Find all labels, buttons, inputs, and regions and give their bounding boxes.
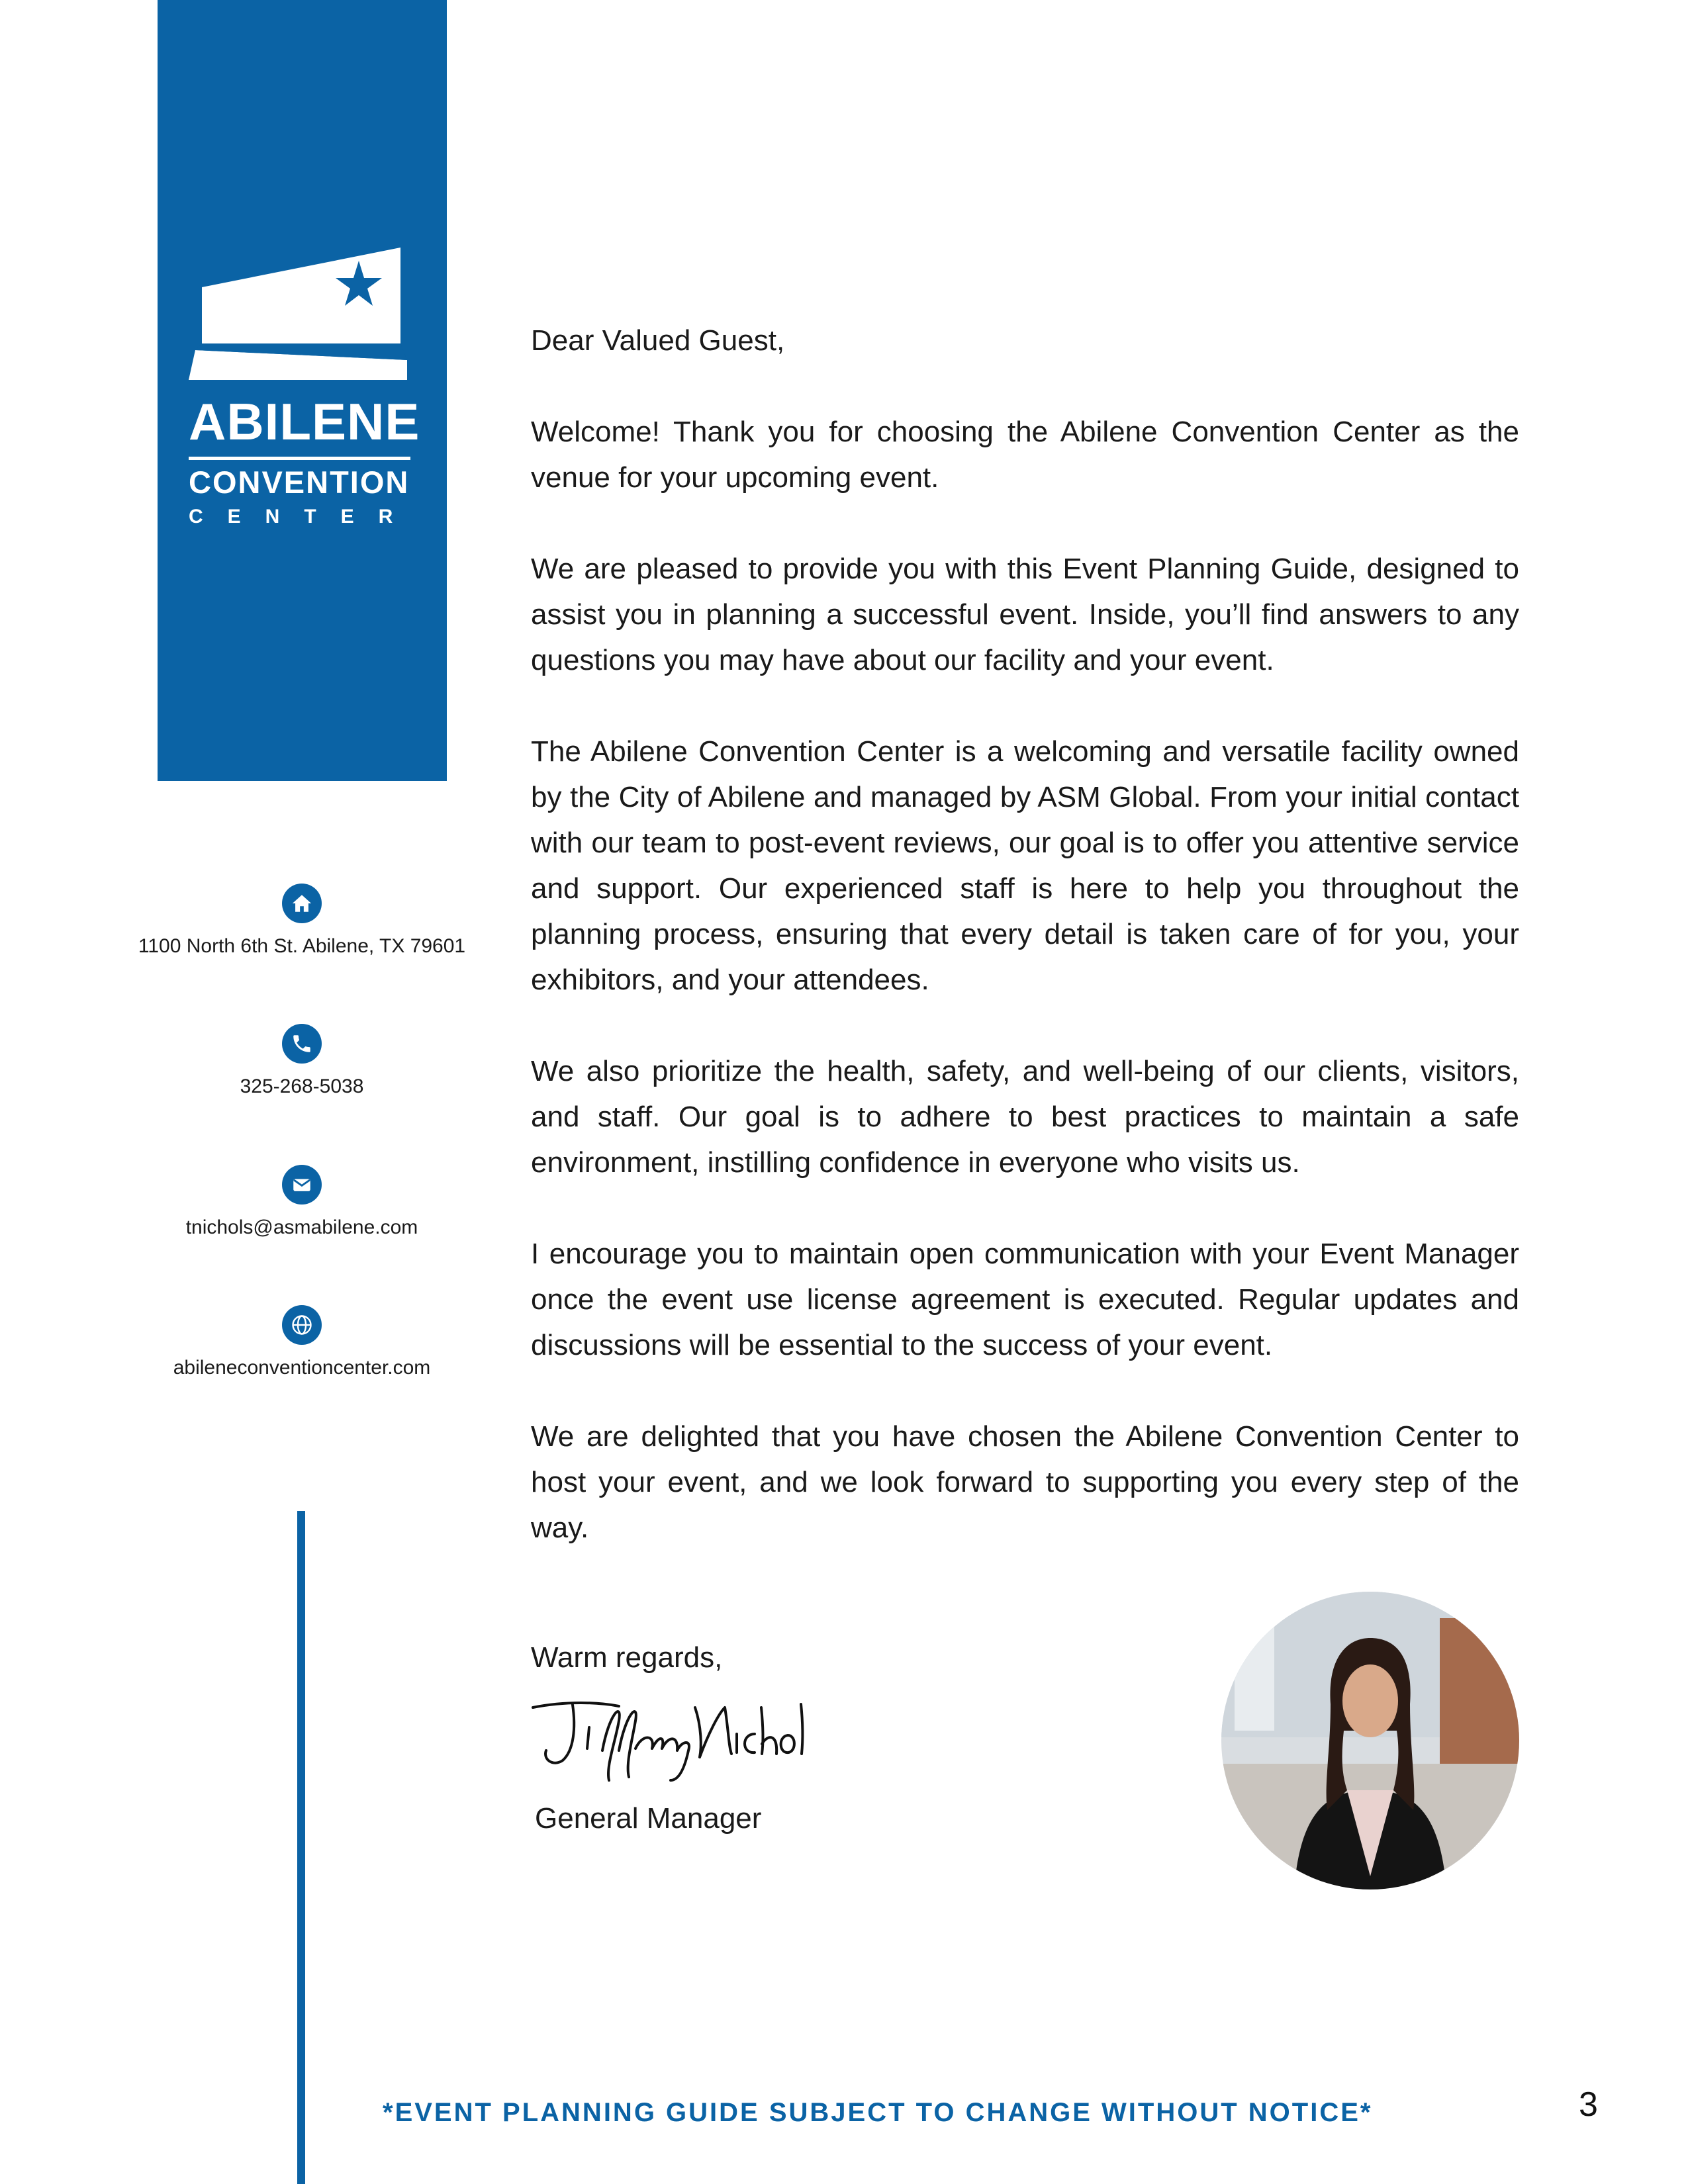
phone-text[interactable]: 325-268-5038 — [240, 1075, 364, 1097]
abilene-convention-center-logo — [189, 248, 420, 527]
letter-paragraph: The Abilene Convention Center is a welcoming and versatile facility owned by the City of Abilene and managed by ASM Global. From your initial contact with our team to post-event reviews, our goal is to offer you attentive service and support. Our experienced staff is here to help you throughout the planning process, ensuring that every detail is taken care of for you, your exhibitors, and your attendees. — [531, 735, 1519, 996]
email-text[interactable]: tnichols@asmabilene.com — [185, 1216, 418, 1238]
building-star-logo-icon — [189, 248, 414, 380]
letter-greeting: Dear Valued Guest, — [531, 324, 785, 357]
logo-name-line2: CONVENTION — [189, 465, 410, 500]
page-number: 3 — [1579, 2085, 1598, 2124]
letter-paragraph: Welcome! Thank you for choosing the Abilene Convention Center as the venue for your upcoming event. — [531, 416, 1519, 494]
contact-address — [99, 884, 504, 958]
footer-notice: *EVENT PLANNING GUIDE SUBJECT TO CHANGE WITHOUT NOTICE* — [383, 2098, 1373, 2127]
contact-email — [99, 1165, 504, 1239]
logo-divider — [189, 457, 410, 460]
logo-name-line3: CENTER — [189, 506, 418, 527]
general-manager-portrait — [1221, 1592, 1519, 1889]
letter-body — [531, 318, 1519, 1596]
home-icon — [282, 884, 322, 923]
letter-paragraph: We are delighted that you have chosen the Abilene Convention Center to host your event, and we look forward to supporting you every step of the way. — [531, 1420, 1519, 1544]
handwritten-signature — [526, 1688, 811, 1790]
logo-name-line1: ABILENE — [189, 392, 420, 451]
letter-paragraph: We also prioritize the health, safety, and well-being of our clients, visitors, and staff. Our goal is to adhere to best practices to maintain a safe environment, instilling confidence in everyone who visits us. — [531, 1055, 1519, 1179]
mail-icon — [282, 1165, 322, 1205]
letter-paragraph: We are pleased to provide you with this Event Planning Guide, designed to assist you in planning a successful event. Inside, you’ll find answers to any questions you may have about our facility and your event. — [531, 553, 1519, 676]
letter-paragraph: I encourage you to maintain open communication with your Event Manager once the event use license agreement is executed. Regular updates and discussions will be essential to the success of your event. — [531, 1238, 1519, 1361]
contact-phone — [99, 1024, 504, 1098]
globe-icon — [282, 1305, 322, 1345]
brand-panel — [158, 0, 447, 781]
contact-website — [99, 1305, 504, 1379]
website-text[interactable]: abileneconventioncenter.com — [173, 1357, 431, 1379]
address-text: 1100 North 6th St. Abilene, TX 79601 — [138, 935, 466, 957]
signer-title: General Manager — [535, 1802, 762, 1835]
letter-closing: Warm regards, — [531, 1641, 723, 1674]
phone-icon — [282, 1024, 322, 1064]
decorative-vertical-rule — [297, 1511, 305, 2184]
